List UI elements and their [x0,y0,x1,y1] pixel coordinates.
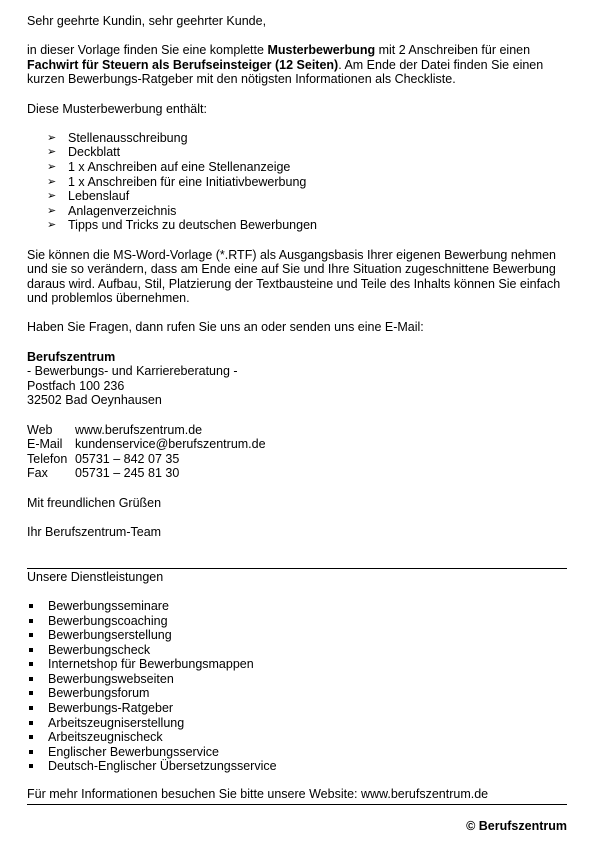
square-bullet-icon [29,721,33,725]
divider-bottom [27,804,567,805]
list-item: ➢ Lebenslauf [47,189,130,204]
company-tagline: - Bewerbungs- und Karriereberatung - [27,364,238,379]
square-bullet-icon [29,764,33,768]
list-item: ➢ Tipps und Tricks zu deutschen Bewerbungen [47,218,317,233]
list-item: Internetshop für Bewerbungsmappen [27,657,567,672]
contact-email: E-Mail kundenservice@berufszentrum.de [27,437,266,452]
square-bullet-icon [29,662,33,666]
letter-body [27,14,567,539]
closing: Mit freundlichen Grüßen [27,495,162,510]
usage-paragraph: Sie können die MS-Word-Vorlage (*.RTF) als Ausgangsbasis Ihrer eigenen Bewerbung nehmen und sie so verändern, dass am Ende eine auf Sie und Ihre Situation zugeschnittene Bewerbung daraus wird. Aufbau, Stil, Platzierung der Textbausteine und Teile des Inhalts können Sie einfach und problemlos übernehmen. [27,247,561,306]
company-city: 32502 Bad Oeynhausen [27,393,162,408]
square-bullet-icon [29,633,33,637]
square-bullet-icon [29,619,33,623]
list-item: ➢ 1 x Anschreiben auf eine Stellenanzeige [47,159,291,174]
list-item: Bewerbungsforum [27,686,567,701]
contents-heading: Diese Musterbewerbung enthält: [27,101,207,116]
arrow-bullet-icon: ➢ [47,190,57,203]
list-item: Bewerbungserstellung [27,628,567,643]
square-bullet-icon [29,691,33,695]
email-link[interactable]: kundenservice@berufszentrum.de [75,437,266,452]
square-bullet-icon [29,706,33,710]
list-item: Arbeitszeugnischeck [27,730,567,745]
square-bullet-icon [29,677,33,681]
arrow-bullet-icon: ➢ [47,160,57,173]
contact-phone: Telefon 05731 – 842 07 35 [27,451,180,466]
list-item: Bewerbungs-Ratgeber [27,701,567,716]
arrow-bullet-icon: ➢ [47,219,57,232]
contact-fax: Fax 05731 – 245 81 30 [27,466,180,481]
list-item: Bewerbungscoaching [27,614,567,629]
list-item: Bewerbungsseminare [27,599,567,614]
web-link[interactable]: www.berufszentrum.de [75,422,203,437]
list-item: ➢ Deckblatt [47,145,121,160]
intro-text-2: mit 2 Anschreiben für einen [375,43,531,58]
more-info-line: Für mehr Informationen besuchen Sie bitte unsere Website: www.berufszentrum.de [27,787,489,801]
intro-text-3: . Am Ende der Datei finden Sie einen kurzen Bewerbungs-Ratgeber mit den nötigsten Informationen als Checkliste. [27,57,544,87]
company-po-box: Postfach 100 236 [27,378,125,393]
list-item: Deutsch-Englischer Übersetzungsservice [27,759,567,774]
list-item: Englischer Bewerbungsservice [27,745,567,760]
arrow-bullet-icon: ➢ [47,204,57,217]
copyright: © Berufszentrum [466,819,567,833]
square-bullet-icon [29,648,33,652]
services-heading: Unsere Dienstleistungen [27,570,164,584]
square-bullet-icon [29,735,33,739]
salutation: Sehr geehrte Kundin, sehr geehrter Kunde, [27,14,267,28]
contents-list [27,131,567,233]
intro-text-1: in dieser Vorlage finden Sie eine komplette [27,43,268,58]
company-name: Berufszentrum [27,349,116,364]
list-item: Bewerbungscheck [27,643,567,658]
square-bullet-icon [29,750,33,754]
questions-line: Haben Sie Fragen, dann rufen Sie uns an oder senden uns eine E-Mail: [27,320,424,335]
list-item: ➢ Stellenausschreibung [47,130,188,145]
list-item: ➢ 1 x Anschreiben für eine Initiativbewerbung [47,174,307,189]
list-item: Bewerbungswebseiten [27,672,567,687]
arrow-bullet-icon: ➢ [47,146,57,159]
intro-bold-1: Musterbewerbung [267,43,376,58]
contact-web: Web www.berufszentrum.de [27,422,203,437]
square-bullet-icon [29,604,33,608]
arrow-bullet-icon: ➢ [47,175,57,188]
divider-top [27,568,567,569]
list-item: ➢ Anlagenverzeichnis [47,203,177,218]
arrow-bullet-icon: ➢ [47,131,57,144]
intro-bold-2: Fachwirt für Steuern als Berufseinsteiger (12 Seiten) [27,57,339,72]
list-item: Arbeitszeugniserstellung [27,716,567,731]
signature: Ihr Berufszentrum-Team [27,524,162,539]
intro-paragraph [27,43,567,87]
services-list [27,599,567,774]
services-section [27,570,567,774]
